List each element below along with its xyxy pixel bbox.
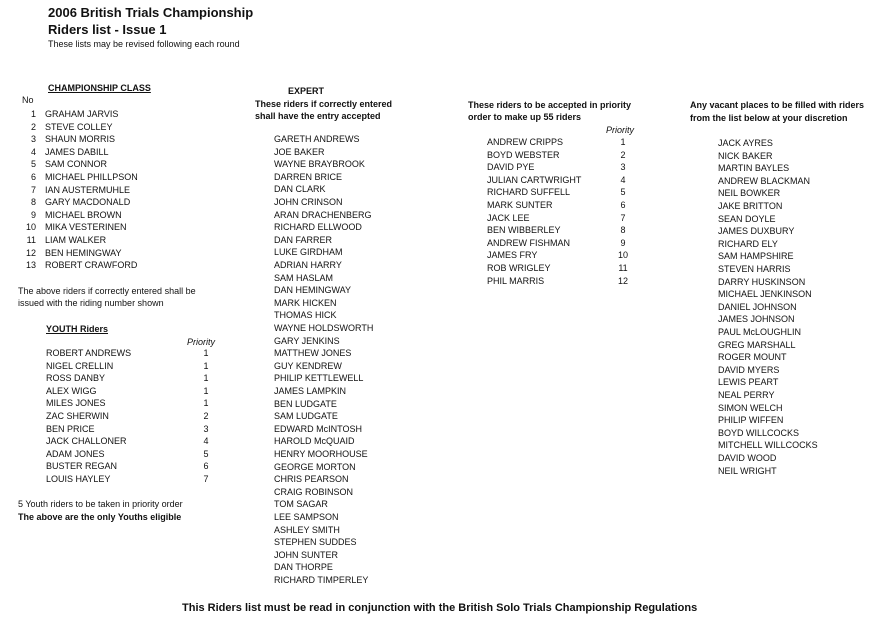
vacant-note-1: Any vacant places to be filled with riders <box>690 100 865 110</box>
expert-rider-row: RICHARD ELLWOOD <box>274 222 362 233</box>
rider-priority: 6 <box>203 461 209 472</box>
championship-rider-row <box>22 108 118 121</box>
rider-priority: 1 <box>203 373 209 384</box>
championship-rider-row <box>22 209 122 222</box>
rider-name: BEN HEMINGWAY <box>45 247 122 258</box>
rider-name: IAN AUSTERMUHLE <box>45 184 131 195</box>
vacant-rider-row: DAVID WOOD <box>718 453 777 463</box>
championship-note-2: issued with the riding number shown <box>18 298 164 308</box>
youth-rider-row <box>46 448 226 461</box>
vacant-rider-row: DARRY HUSKINSON <box>718 276 806 287</box>
rider-name: RICHARD SUFFELL <box>487 187 571 198</box>
expert-rider-row: GEORGE MORTON <box>274 461 356 472</box>
youth-rider-row <box>46 347 226 360</box>
priority-rider-row <box>487 249 637 262</box>
rider-name: LOUIS HAYLEY <box>46 474 111 484</box>
priority-rider-row <box>487 262 637 275</box>
vacant-rider-row: JAMES DUXBURY <box>718 226 795 237</box>
youth-rider-row <box>46 473 226 486</box>
rider-name: ROSS DANBY <box>46 373 106 384</box>
priority-rider-row <box>487 224 637 237</box>
rider-name: LIAM WALKER <box>45 235 107 245</box>
rider-name: DAVID PYE <box>487 162 535 173</box>
rider-name: BUSTER REGAN <box>46 461 118 472</box>
vacant-rider-row: BOYD WILLCOCKS <box>718 427 800 438</box>
rider-number: 12 <box>25 247 36 258</box>
expert-rider-row: EDWARD McINTOSH <box>274 423 363 434</box>
championship-rider-row <box>22 196 130 209</box>
expert-rider-row: DAN HEMINGWAY <box>274 285 352 296</box>
youth-rider-row <box>46 360 226 373</box>
rider-name: SAM CONNOR <box>45 159 108 170</box>
rider-name: ALEX WIGG <box>46 385 97 396</box>
rider-number: 13 <box>25 260 36 271</box>
vacant-rider-row: LEWIS PEART <box>718 377 779 388</box>
rider-name: GARY MACDONALD <box>45 197 131 208</box>
expert-rider-row: ADRIAN HARRY <box>274 260 342 270</box>
priority-rider-row <box>487 149 637 162</box>
expert-rider-row: LEE SAMPSON <box>274 512 339 522</box>
championship-rider-row <box>22 158 107 171</box>
rider-name: MILES JONES <box>46 398 106 409</box>
expert-heading: EXPERT <box>288 86 325 96</box>
championship-rider-row <box>22 133 115 146</box>
expert-rider-row: CHRIS PEARSON <box>274 474 349 485</box>
rider-number: 7 <box>30 184 36 195</box>
vacant-rider-row: JAKE BRITTON <box>718 201 783 211</box>
rider-priority: 8 <box>620 225 626 236</box>
rider-name: BOYD WEBSTER <box>487 149 560 160</box>
expert-rider-row: GARETH ANDREWS <box>274 134 360 144</box>
rider-number: 3 <box>30 134 36 145</box>
vacant-rider-row: SAM HAMPSHIRE <box>718 251 794 262</box>
youth-rider-row <box>46 410 226 423</box>
expert-rider-row: DARREN BRICE <box>274 171 343 182</box>
rider-number: 1 <box>30 109 36 119</box>
rider-priority: 11 <box>618 263 628 273</box>
revision-note: These lists may be revised following each round <box>48 39 240 49</box>
expert-rider-row: JOE BAKER <box>274 146 325 157</box>
vacant-rider-row: PAUL McLOUGHLIN <box>718 327 802 337</box>
priority-rider-row <box>487 199 637 212</box>
rider-name: JULIAN CARTWRIGHT <box>487 174 582 185</box>
vacant-note-2: from the list below at your discretion <box>690 113 848 123</box>
priority-label: Priority <box>606 125 635 135</box>
rider-priority: 12 <box>617 275 628 286</box>
priority-note-2: order to make up 55 riders <box>468 112 582 122</box>
rider-name: MICHAEL BROWN <box>45 209 122 220</box>
youth-heading: YOUTH Riders <box>46 324 109 334</box>
rider-priority: 1 <box>203 398 209 409</box>
rider-number: 4 <box>30 146 36 157</box>
vacant-rider-row: JACK AYRES <box>718 138 773 148</box>
rider-name: JAMES DABILL <box>45 146 109 157</box>
rider-priority: 6 <box>620 200 626 210</box>
rider-name: ANDREW CRIPPS <box>487 137 564 147</box>
youth-rider-row <box>46 397 226 410</box>
expert-rider-row: ASHLEY SMITH <box>274 524 340 535</box>
expert-rider-row: PHILIP KETTLEWELL <box>274 373 364 384</box>
championship-heading: CHAMPIONSHIP CLASS <box>48 83 151 93</box>
rider-name: PHIL MARRIS <box>487 275 545 286</box>
vacant-rider-row: STEVEN HARRIS <box>718 264 791 274</box>
expert-rider-row: THOMAS HICK <box>274 310 337 321</box>
expert-rider-row: JAMES LAMPKIN <box>274 386 347 396</box>
championship-rider-row <box>22 234 106 247</box>
vacant-rider-row: MITCHELL WILLCOCKS <box>718 440 818 451</box>
regulations-footer: This Riders list must be read in conjunction with the British Solo Trials Championship Regulations <box>182 602 698 614</box>
rider-priority: 4 <box>620 174 626 185</box>
championship-rider-row <box>22 221 127 234</box>
rider-priority: 4 <box>203 436 209 447</box>
rider-name: ANDREW FISHMAN <box>487 237 570 248</box>
expert-rider-row: SAM HASLAM <box>274 272 334 283</box>
rider-number: 8 <box>30 197 36 208</box>
rider-priority: 5 <box>203 448 209 459</box>
rider-number: 2 <box>30 121 36 132</box>
vacant-rider-row: ROGER MOUNT <box>718 352 787 363</box>
priority-rider-row <box>487 136 637 149</box>
rider-name: ROBERT CRAWFORD <box>45 260 138 271</box>
rider-name: JACK LEE <box>487 212 530 223</box>
priority-rider-row <box>487 186 637 199</box>
expert-note-2: shall have the entry accepted <box>255 111 381 121</box>
expert-rider-row: LUKE GIRDHAM <box>274 247 343 258</box>
rider-priority: 10 <box>617 250 628 261</box>
rider-priority: 9 <box>620 237 626 248</box>
championship-rider-row <box>22 146 109 159</box>
rider-priority: 2 <box>620 149 626 160</box>
expert-rider-row: BEN LUDGATE <box>274 398 337 409</box>
vacant-rider-row: SIMON WELCH <box>718 402 783 413</box>
priority-rider-row <box>487 212 637 225</box>
championship-rider-row <box>22 259 137 272</box>
expert-rider-row: DAN FARRER <box>274 234 333 245</box>
rider-name: BEN WIBBERLEY <box>487 225 561 236</box>
vacant-rider-row: NEAL PERRY <box>718 390 775 400</box>
rider-priority: 1 <box>203 360 209 371</box>
number-column-label: No <box>22 95 34 105</box>
rider-priority: 7 <box>203 474 209 484</box>
expert-rider-row: SAM LUDGATE <box>274 411 338 422</box>
vacant-rider-row: DAVID MYERS <box>718 364 780 375</box>
youth-rider-row <box>46 372 226 385</box>
rider-priority: 1 <box>620 137 626 147</box>
rider-name: MARK SUNTER <box>487 200 553 210</box>
rider-name: JAMES FRY <box>487 250 538 261</box>
expert-note-1: These riders if correctly entered <box>255 99 393 109</box>
expert-rider-row: WAYNE HOLDSWORTH <box>274 323 374 333</box>
vacant-rider-row: NICK BAKER <box>718 150 773 161</box>
rider-priority: 7 <box>620 212 626 223</box>
expert-rider-row: CRAIG ROBINSON <box>274 486 354 497</box>
vacant-rider-row: MICHAEL JENKINSON <box>718 289 812 300</box>
rider-name: SHAUN MORRIS <box>45 134 116 145</box>
priority-rider-row <box>487 237 637 250</box>
youth-rider-row <box>46 435 226 448</box>
youth-rider-row <box>46 423 226 436</box>
rider-number: 6 <box>30 172 36 182</box>
rider-name: MICHAEL PHILLPSON <box>45 172 138 182</box>
rider-number: 5 <box>30 159 36 170</box>
expert-rider-row: RICHARD TIMPERLEY <box>274 575 369 585</box>
rider-name: ROBERT ANDREWS <box>46 348 132 358</box>
expert-rider-row: GUY KENDREW <box>274 360 342 371</box>
rider-name: STEVE COLLEY <box>45 121 113 132</box>
expert-rider-row: WAYNE BRAYBROOK <box>274 159 365 170</box>
expert-rider-row: MARK HICKEN <box>274 297 337 308</box>
vacant-rider-row: RICHARD ELY <box>718 238 778 249</box>
expert-rider-row: JOHN SUNTER <box>274 549 339 560</box>
expert-rider-row: HENRY MOORHOUSE <box>274 449 368 459</box>
youth-priority-label: Priority <box>187 337 216 347</box>
vacant-rider-row: GREG MARSHALL <box>718 339 796 350</box>
vacant-rider-row: JAMES JOHNSON <box>718 314 795 325</box>
priority-rider-row <box>487 174 637 187</box>
rider-priority: 1 <box>203 385 209 396</box>
rider-priority: 1 <box>203 348 209 358</box>
vacant-rider-row: DANIEL JOHNSON <box>718 301 797 312</box>
rider-name: MIKA VESTERINEN <box>45 222 127 233</box>
expert-rider-row: GARY JENKINS <box>274 335 340 346</box>
rider-priority: 2 <box>203 411 209 421</box>
priority-rider-row <box>487 275 637 288</box>
expert-rider-row: ARAN DRACHENBERG <box>274 209 372 220</box>
championship-rider-row <box>22 171 138 184</box>
expert-rider-row: DAN THORPE <box>274 562 333 573</box>
rider-name: GRAHAM JARVIS <box>45 109 119 119</box>
rider-name: ADAM JONES <box>46 448 105 459</box>
youth-note-2: The above are the only Youths eligible <box>18 512 182 522</box>
rider-name: JACK CHALLONER <box>46 436 127 447</box>
expert-rider-row: HAROLD McQUAID <box>274 436 355 447</box>
expert-rider-row: STEPHEN SUDDES <box>274 537 357 548</box>
rider-name: BEN PRICE <box>46 423 95 434</box>
expert-rider-row: TOM SAGAR <box>274 499 328 510</box>
vacant-rider-row: NEIL BOWKER <box>718 188 781 199</box>
vacant-rider-row: SEAN DOYLE <box>718 213 776 224</box>
championship-note-1: The above riders if correctly entered shall be <box>18 286 196 296</box>
championship-rider-row <box>22 247 122 260</box>
priority-rider-row <box>487 161 637 174</box>
vacant-rider-row: MARTIN BAYLES <box>718 163 790 174</box>
priority-note-1: These riders to be accepted in priority <box>468 100 632 110</box>
rider-number: 10 <box>25 222 36 233</box>
rider-priority: 5 <box>620 187 626 198</box>
rider-name: ZAC SHERWIN <box>46 411 109 421</box>
expert-rider-row: JOHN CRINSON <box>274 197 343 207</box>
expert-rider-row: MATTHEW JONES <box>274 348 352 359</box>
championship-rider-row <box>22 184 130 197</box>
vacant-rider-row: NEIL WRIGHT <box>718 465 777 476</box>
vacant-rider-row: PHILIP WIFFEN <box>718 415 784 426</box>
youth-note-1: 5 Youth riders to be taken in priority order <box>18 499 183 509</box>
youth-rider-row <box>46 385 226 398</box>
document-subtitle: Riders list - Issue 1 <box>48 22 167 37</box>
rider-name: ROB WRIGLEY <box>487 263 551 273</box>
youth-rider-row <box>46 460 226 473</box>
rider-priority: 3 <box>620 162 626 173</box>
vacant-rider-row: ANDREW BLACKMAN <box>718 175 811 186</box>
expert-rider-row: DAN CLARK <box>274 184 326 195</box>
rider-number: 11 <box>26 235 36 245</box>
championship-rider-row <box>22 121 113 134</box>
rider-number: 9 <box>30 209 36 220</box>
rider-name: NIGEL CRELLIN <box>46 360 114 371</box>
rider-priority: 3 <box>203 423 209 434</box>
document-title: 2006 British Trials Championship <box>48 5 254 20</box>
